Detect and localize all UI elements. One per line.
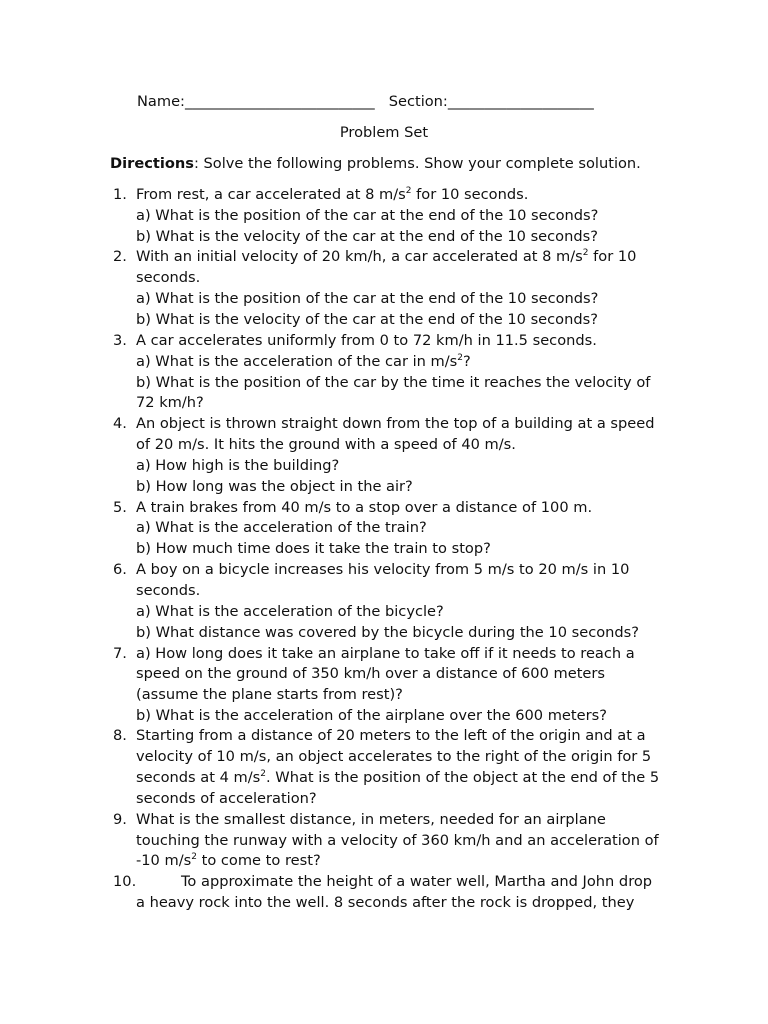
problem-7-line-4: b) What is the acceleration of the airplane over the 600 meters? <box>136 707 607 724</box>
problem-3-line-2: a) What is the acceleration of the car in $m/s^2$? <box>136 353 471 370</box>
section-label: Section: <box>388 93 448 110</box>
problem-1-line-2: a) What is the position of the car at the end of the 10 seconds? <box>136 207 599 224</box>
problem-2-line-2: seconds. <box>136 269 201 286</box>
problem-6-number: 6. <box>113 561 127 578</box>
problem-5-line-1: A train brakes from 40 m/s to a stop over a distance of 100 m. <box>136 499 593 516</box>
problem-5-line-2: a) What is the acceleration of the train? <box>136 519 427 536</box>
problem-9-number: 9. <box>113 811 127 828</box>
problem-9-line-2: touching the runway with a velocity of 360 km/h and an acceleration of <box>136 832 659 849</box>
problem-8-line-2: velocity of 10 m/s, an object accelerates to the right of the origin for 5 <box>136 748 652 765</box>
problem-8-line-4: seconds of acceleration? <box>136 790 317 807</box>
problem-7-line-2: speed on the ground of 350 km/h over a distance of 600 meters <box>136 665 606 682</box>
problem-8-number: 8. <box>113 727 127 744</box>
problem-3-number: 3. <box>113 332 127 349</box>
problem-6-line-2: seconds. <box>136 582 201 599</box>
name-blank[interactable]: __________________________ <box>184 93 375 110</box>
problem-7-line-1: a) How long does it take an airplane to take off if it needs to reach a <box>136 645 635 662</box>
directions <box>110 157 641 172</box>
problem-2-line-4: b) What is the velocity of the car at the end of the 10 seconds? <box>136 311 598 328</box>
problem-2-line-1: With an initial velocity of 20 km/h, a car accelerated at 8 $m/s^2$ for 10 <box>136 248 637 265</box>
problem-3-line-4: 72 km/h? <box>136 394 204 411</box>
problem-4-line-3: a) How high is the building? <box>136 457 340 474</box>
problem-4-line-2: of 20 m/s. It hits the ground with a speed of 40 m/s. <box>136 436 516 453</box>
problem-2-line-3: a) What is the position of the car at the end of the 10 seconds? <box>136 290 599 307</box>
problem-7-number: 7. <box>113 645 127 662</box>
problem-4-number: 4. <box>113 415 127 432</box>
problem-6-line-4: b) What distance was covered by the bicycle during the 10 seconds? <box>136 624 640 641</box>
page-title: Problem Set <box>339 124 429 141</box>
problem-10-line-1: To approximate the height of a water well, Martha and John drop <box>181 873 653 890</box>
problem-5-line-3: b) How much time does it take the train to stop? <box>136 540 491 557</box>
problem-2-number: 2. <box>113 248 127 265</box>
problem-5-number: 5. <box>113 499 127 516</box>
problem-8-line-3: seconds at 4 $m/s^2$. What is the position of the object at the end of the 5 <box>136 769 660 786</box>
header-row <box>137 93 594 110</box>
name-label: Name: <box>137 93 185 110</box>
problem-4-line-4: b) How long was the object in the air? <box>136 478 413 495</box>
problem-3-line-3: b) What is the position of the car by the time it reaches the velocity of <box>136 374 651 391</box>
problem-6-line-3: a) What is the acceleration of the bicycle? <box>136 603 444 620</box>
problem-8-line-1: Starting from a distance of 20 meters to the left of the origin and at a <box>136 727 646 744</box>
problem-1-number: 1. <box>113 186 127 203</box>
problem-10-number: 10. <box>113 873 137 890</box>
problem-10-line-2: a heavy rock into the well. 8 seconds after the rock is dropped, they <box>136 894 635 911</box>
directions-text: : Solve the following problems. Show your complete solution. <box>193 155 641 172</box>
section-blank[interactable]: ____________________ <box>447 93 594 110</box>
problem-9-line-1: What is the smallest distance, in meters, needed for an airplane <box>136 811 606 828</box>
problem-3-line-1: A car accelerates uniformly from 0 to 72 km/h in 11.5 seconds. <box>136 332 597 349</box>
problem-9-line-3: -10 $m/s^2$ to come to rest? <box>136 852 321 869</box>
problem-7-line-3: (assume the plane starts from rest)? <box>136 686 403 703</box>
problem-4-line-1: An object is thrown straight down from the top of a building at a speed <box>136 415 655 432</box>
directions-label: Directions <box>110 155 194 172</box>
problem-1-line-3: b) What is the velocity of the car at the end of the 10 seconds? <box>136 228 598 245</box>
problem-1-line-1: From rest, a car accelerated at 8 $m/s^2$ for 10 seconds. <box>136 186 529 203</box>
problem-6-line-1: A boy on a bicycle increases his velocity from 5 m/s to 20 m/s in 10 <box>136 561 630 578</box>
